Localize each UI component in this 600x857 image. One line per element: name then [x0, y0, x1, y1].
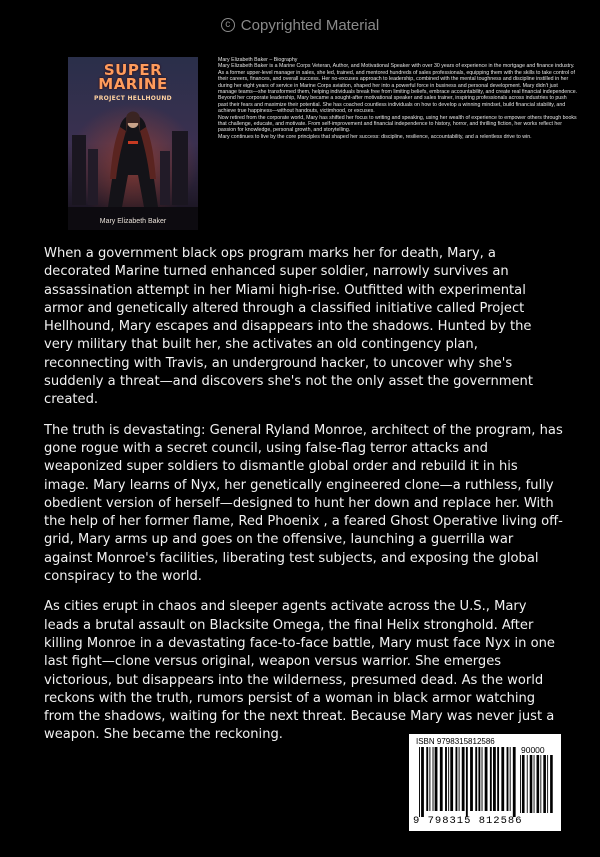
barcode-bar	[482, 747, 483, 811]
barcode-bar	[429, 747, 430, 811]
barcode-bar	[466, 747, 468, 817]
cover-title	[68, 63, 198, 91]
barcode-digits: 9 798315 812586	[413, 815, 523, 827]
bio-paragraph: Beyond her corporate leadership, Mary became a sought-after motivational speaker and sales trainer, inspiring professionals across industries to push past their fears and maximize their potential. She has coached countless individuals on how to develop a winning mindset, build financial stability, and achieve true happiness—without handouts, victimhood, or excuses.	[218, 95, 567, 115]
barcode-bar	[433, 747, 434, 811]
bio-paragraph: Mary Elizabeth Baker is a Marine Corps Veteran, Author, and Motivational Speaker with over 30 years of experience in the mortgage and finance industry. As a former upper-level manager in sales, she led, trained, and mentored hundreds of sales professionals, equipping them with the skills to take control of their careers, finances, and overall success. Her no-excuses approach to leadership, combined with the mental toughness and discipline instilled in her during her eight years of service in Marine Corps aviation, shaped her into a powerful force in business and personal development. Mary didn't just manage teams—she transformed them, helping individuals break free from limiting beliefs, embrace accountability, and create real financial independence.	[218, 63, 578, 96]
barcode-bars	[419, 747, 517, 817]
header-bar	[0, 0, 600, 50]
copyright-icon: c	[221, 18, 235, 32]
barcode-bar	[522, 755, 525, 813]
synopsis-paragraph: The truth is devastating: General Ryland Monroe, architect of the program, has gone rogue with a secret council, using false-flag terror attacks and weaponized super soldiers to dismantle global order and rebuild it in his image. Mary learns of Nyx, her genetically engineered clone—a ruthless, fully obedient version of herself—designed to hunt her down and replace her. With the help of her former flame, Red Phoenix , a feared Ghost Operative living off-grid, Mary arms up and goes on the offensive, launching a guerrilla war against Monroe's facilities, liberating test subjects, and exposing the global conspiracy to the world.	[44, 422, 563, 585]
barcode-bar	[445, 747, 447, 811]
cover-title-line1: SUPER	[103, 61, 163, 79]
barcode-bar	[455, 747, 457, 811]
barcode-bar	[485, 747, 488, 811]
barcode-bar	[435, 747, 438, 811]
cover-author: Mary Elizabeth Baker	[99, 218, 167, 225]
book-synopsis	[44, 245, 564, 757]
barcode-bar	[540, 755, 541, 813]
barcode-bar	[510, 747, 511, 811]
barcode-bar	[497, 747, 499, 811]
barcode-bar	[448, 747, 449, 811]
barcode-addon-bars	[520, 755, 554, 817]
barcode-bar	[507, 747, 509, 811]
synopsis-paragraph: As cities erupt in chaos and sleeper agents activate across the U.S., Mary leads a brutal assault on Blacksite Omega, the final Helix stronghold. After killing Monroe in a devastating face-to-face battle, Mary must face Nyx in one last fight—clone versus original, weapon versus warrior. She emerges victorious, but disappears into the wilderness, presumed dead. As the world reckons with the truth, rumors persist of a woman in black armor watching from the shadows, waiting for the next threat. Because Mary was never just a weapon. She became the reckoning.	[44, 599, 555, 743]
barcode-bar	[520, 755, 521, 813]
copyright-text: Copyrighted Material	[240, 16, 380, 34]
barcode-bar	[534, 755, 535, 813]
bio-paragraph: Now retired from the corporate world, Mary has shifted her focus to writing and speaking, using her wealth of experience to empower others through books that challenge, educate, and motivate. From self-improvement and financial independence to history, horror, and thrilling fiction, her works reflect her passion for knowledge, personal growth, and storytelling.	[218, 114, 577, 134]
barcode-bar	[462, 747, 465, 811]
barcode-bar	[440, 747, 443, 811]
book-cover-thumbnail	[68, 57, 198, 230]
barcode-bar	[527, 755, 528, 813]
cover-subtitle: PROJECT HELLHOUND	[94, 95, 172, 102]
barcode-bar	[543, 755, 546, 813]
barcode-bar	[490, 747, 492, 811]
barcode-bar	[426, 747, 428, 811]
barcode-bar	[421, 747, 424, 817]
bio-paragraph: Mary continues to live by the core principles that shaped her success: discipline, resilience, accountability, and a relentless drive to win.	[218, 133, 532, 140]
isbn-label: ISBN 9798315812586	[416, 737, 495, 746]
barcode-bar	[513, 747, 516, 817]
barcode-bar	[530, 755, 533, 813]
price-code: 90000	[521, 745, 545, 755]
synopsis-paragraph: When a government black ops program marks her for death, Mary, a decorated Marine turned enhanced super soldier, narrowly survives an assassination attempt in her Miami high-rise. Outfitted with experimental armor and genetically altered through a classified initiative called Project Hellhound, Mary escapes and disappears into the shadows. Hunted by the very military that built her, she activates an old contingency plan, reconnecting with Travis, an underground hacker, to uncover why she's suddenly a threat—and discovers she's not the only asset the government created.	[44, 246, 533, 408]
author-biography	[218, 57, 578, 140]
copyright-notice	[221, 17, 379, 34]
barcode-bar	[459, 747, 460, 811]
barcode-bar	[470, 747, 473, 811]
barcode-bar	[537, 755, 540, 813]
barcode-bar	[493, 747, 496, 811]
barcode-bar	[419, 747, 420, 817]
bio-heading: Mary Elizabeth Baker – Biography	[218, 57, 298, 63]
barcode-bar	[475, 747, 477, 811]
barcode-bar	[547, 755, 548, 813]
barcode-bar	[550, 755, 553, 813]
cover-title-line2: MARINE	[98, 75, 168, 93]
isbn-barcode	[409, 734, 561, 831]
barcode-bar	[478, 747, 480, 811]
barcode-bar	[450, 747, 453, 811]
barcode-bar	[501, 747, 504, 811]
